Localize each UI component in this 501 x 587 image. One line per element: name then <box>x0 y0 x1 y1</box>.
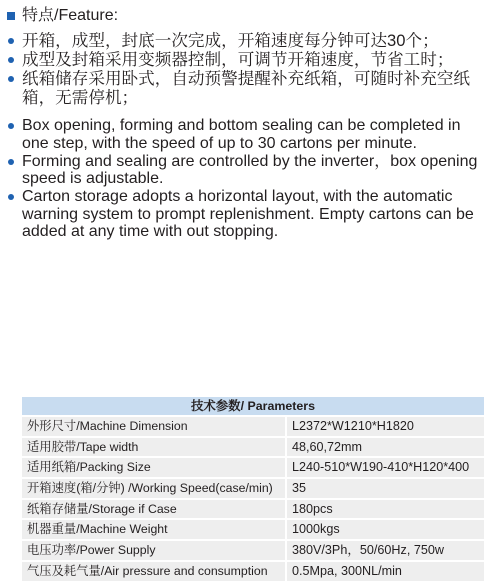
feature-text-line: Carton storage adopts a horizontal layout, with the automatic <box>22 187 453 205</box>
table-row <box>22 479 484 498</box>
param-value: 180pcs <box>287 500 484 519</box>
parameters-title: 技术参数/ Parameters <box>22 397 484 415</box>
param-label: 气压及耗气量/Air pressure and consumption <box>22 562 285 581</box>
table-row <box>22 417 484 436</box>
param-label: 开箱速度(箱/分钟) /Working Speed(case/min) <box>22 479 285 498</box>
feature-text-line: added at any time with out stopping. <box>22 223 279 241</box>
bullet-icon <box>8 57 14 63</box>
feature-text-line: Forming and sealing are controlled by the inverter，box opening <box>22 152 478 170</box>
bullet-icon <box>8 159 14 165</box>
param-value: 1000kgs <box>287 520 484 539</box>
feature-heading <box>0 7 501 25</box>
feature-item <box>0 153 501 188</box>
bullet-icon <box>8 38 14 44</box>
param-label: 电压功率/Power Supply <box>22 541 285 560</box>
param-label: 外形尺寸/Machine Dimension <box>22 417 285 436</box>
square-bullet-icon <box>7 12 15 20</box>
feature-item <box>0 31 501 50</box>
feature-text-line: Box opening, forming and bottom sealing can be completed in <box>22 117 461 135</box>
table-row <box>22 541 484 560</box>
param-value: 380V/3Ph，50/60Hz, 750w <box>287 541 484 560</box>
table-row <box>22 562 484 581</box>
param-label: 适用纸箱/Packing Size <box>22 458 285 477</box>
feature-text-line: one step, with the speed of up to 30 cartons per minute. <box>22 134 417 152</box>
feature-item <box>0 117 501 152</box>
feature-heading-text: 特点/Feature: <box>22 7 119 24</box>
param-value: L240-510*W190-410*H120*400 <box>287 458 484 477</box>
param-label: 机器重量/Machine Weight <box>22 520 285 539</box>
feature-text-line: 纸箱储存采用卧式，自动预警提醒补充纸箱，可随时补充空纸 <box>22 68 471 88</box>
table-row <box>22 458 484 477</box>
table-row <box>22 438 484 457</box>
feature-item <box>0 69 501 107</box>
param-label: 纸箱存储量/Storage if Case <box>22 500 285 519</box>
param-value: 35 <box>287 479 484 498</box>
feature-text-line: 箱，无需停机； <box>22 87 139 107</box>
param-value: 0.5Mpa, 300NL/min <box>287 562 484 581</box>
feature-item <box>0 50 501 69</box>
feature-list-en <box>0 117 501 241</box>
table-row <box>22 500 484 519</box>
feature-text-line: 成型及封箱采用变频器控制，可调节开箱速度，节省工时； <box>22 49 454 69</box>
feature-list-cn <box>0 31 501 107</box>
parameters-table <box>22 397 484 581</box>
feature-text-line: 开箱，成型，封底一次完成，开箱速度每分钟可达30个； <box>22 30 439 50</box>
feature-text-line: speed is adjustable. <box>22 170 164 188</box>
bullet-icon <box>8 76 14 82</box>
table-row <box>22 520 484 539</box>
feature-text-line: warning system to prompt replenishment. Empty cartons can be <box>22 205 474 223</box>
feature-item <box>0 188 501 241</box>
param-value: 48,60,72mm <box>287 438 484 457</box>
param-value: L2372*W1210*H1820 <box>287 417 484 436</box>
param-label: 适用胶带/Tape width <box>22 438 285 457</box>
